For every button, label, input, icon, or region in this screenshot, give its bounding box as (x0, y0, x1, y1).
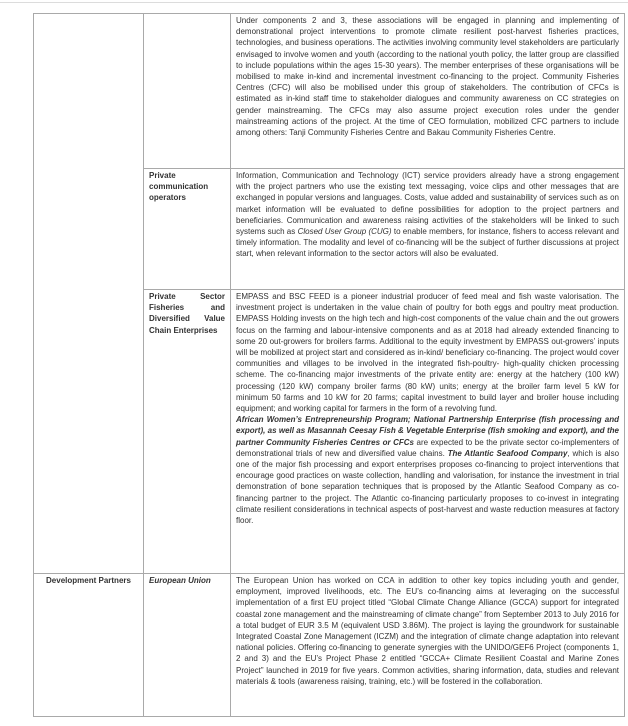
stakeholder-label: Private Sector Fisheries and Diversified Value Chain Enterprises (149, 292, 225, 335)
paragraph-empass: EMPASS and BSC FEED is a pioneer industrial producer of feed meal and fish waste valorisation. The investment project is undertaken in the value chain of poultry for both eggs and poultry meat production. EMPASS Holding invests on the high tech and high-cost components of the value chain and the out growers focus on the farming and labour-intensive components and as at 2018 had already extended financing to some 20 out-growers for broilers farms. Additional to the equity investment by EMPASS out-growers’ inputs will be mobilized at project start and considered as in-kind/ beneficiary co-financing. The project would cover communities and villages to be involved in the integrated fish-poultry- high-quality chicken processing scheme. The co-financing major investments of the private entity are: energy at the hatchery (100 kW) processing (120 kW) company broiler farms (80 kW) units; energy at the broiler farm level 5 kW for minimum 50 farms and 10 kW for 20 farms; capital investment to build layer and broiler house including equipment; and working capital for farmers in the form of a revolving fund. (236, 292, 619, 414)
description-cell-associations (231, 14, 625, 169)
page-top-rule (0, 2, 628, 3)
text-run-bold-italic: The Atlantic Seafood Company (447, 448, 568, 458)
text-run: Information, Communication and Technology (ICT) service providers already have a strong engagement with the project partners who use the existing text messaging, voice clips and other messages that are exchanged in popular versions and languages. Costs, value added and sustainability of services such as on market information will be evaluated to define possibilities for adoption to the project partners and beneficiaries. Communication and awareness raising activities of the stakeholders will be linked to such systems such as (236, 171, 619, 237)
text-run-bold-italic: African Women’s Entrepreneurship Program; National Partnership Enterprise (fish processing and export), as well as Masannah Ceesay Fish & Vegetable Enterprise (fish smoking and export), and the partner Community Fisheries Centres or CFCs (236, 415, 619, 447)
stakeholder-cell-european-union (144, 574, 231, 717)
stakeholder-label: European Union (149, 576, 211, 585)
description-cell-empass (231, 290, 625, 574)
paragraph-associations: Under components 2 and 3, these associations will be engaged in planning and implementing of demonstrational project interventions to promote climate resilient post-harvest fisheries practices, technologies, and business operations. The activities involving community level stakeholders are particularly envisaged to involve women and youth (according to the national youth policy, the latter group are classified to include populations within the ages 15-30 years). The member enterprises of these organisations will be mobilised to make in-kind and incremental investment co-financing to the project. Community Fisheries Centres (CFC) will also be mobilised under this group of stakeholders. The contribution of CFCs is estimated as in-kind staff time to stakeholder dialogues and community awareness on CC strategies on gender mainstreaming. The CFCs may also assume project execution roles under the gender mainstreaming actions of the project. At the time of CEO formulation, mobilized CFC partners to include among others: Tanji Community Fisheries Centre and Bakau Community Fisheries Centre. (236, 16, 619, 138)
stakeholder-cell-private-communication (144, 169, 231, 290)
description-cell-ict (231, 169, 625, 290)
text-run: are expected to be the private sector co-implementers of demonstrational trials of new and diversified value chains. (236, 437, 620, 458)
table-row-associations (34, 14, 625, 169)
text-run: , which is also one of the major fish processing and export enterprises proposes co-financing to project interventions that encourage good practices on waste collection, handling and valorisation, for instance the investment in trial demonstration of bone separation techniques that is proposed by the Atlantic Seafood Company as co-financing partner to the project. The Atlantic co-financing particularly proposes to co-invest in integrating climate resilient considerations in technical aspects of post-harvest and waste reduction measures at factory floor. (236, 448, 620, 526)
stakeholder-cell-private-sector-fisheries (144, 290, 231, 574)
text-run-italic: Closed User Group (CUG) (297, 227, 392, 237)
description-cell-european-union (231, 574, 625, 717)
category-cell-merged-empty (34, 14, 144, 574)
stakeholder-cofinancing-table (33, 13, 625, 717)
paragraph-ict (236, 170, 619, 260)
category-label: Development Partners (46, 576, 131, 585)
stakeholder-cell-empty (144, 14, 231, 169)
paragraph-enterprises (236, 414, 619, 526)
paragraph-european-union: The European Union has worked on CCA in addition to other key topics including youth and gender, employment, improved livelihoods, etc. The EU’s co-financing aims at leveraging on the successful implementation of a first EU project titled “Global Climate Change Alliance (GCCA) support for integrated coastal zone management and the mainstreaming of climate change” from September 2013 to July 2016 for a total budget of EUR 3.5 M (equivalent USD 3.86M). The project is laying the groundwork for sustainable Integrated Coastal Zone Management (ICZM) and the integration of climate change adaptation into relevant national policies. Offering co-financing to generate synergies with the UNIDO/GEF6 Project (components 1, 2 and 3) and the EU’s Project Phase 2 entitled “GCCA+ Climate Resilient Coastal and Marine Zones Project” launched in 2019 for five years. Common activities, sharing information, data, studies and relevant materials & tools (awareness raising, training, etc.) will be fostered in the collaboration. (236, 576, 619, 686)
category-cell-development-partners (34, 574, 144, 717)
table-row-development-partners (34, 574, 625, 717)
text-run: to enable members, for instance, fishers to access relevant and timely information. The modality and level of co-financing will be the subject of further discussions at project start, when relevant information to the sector actors will also be evaluated. (236, 227, 619, 259)
stakeholder-label: Private communication operators (149, 171, 209, 203)
